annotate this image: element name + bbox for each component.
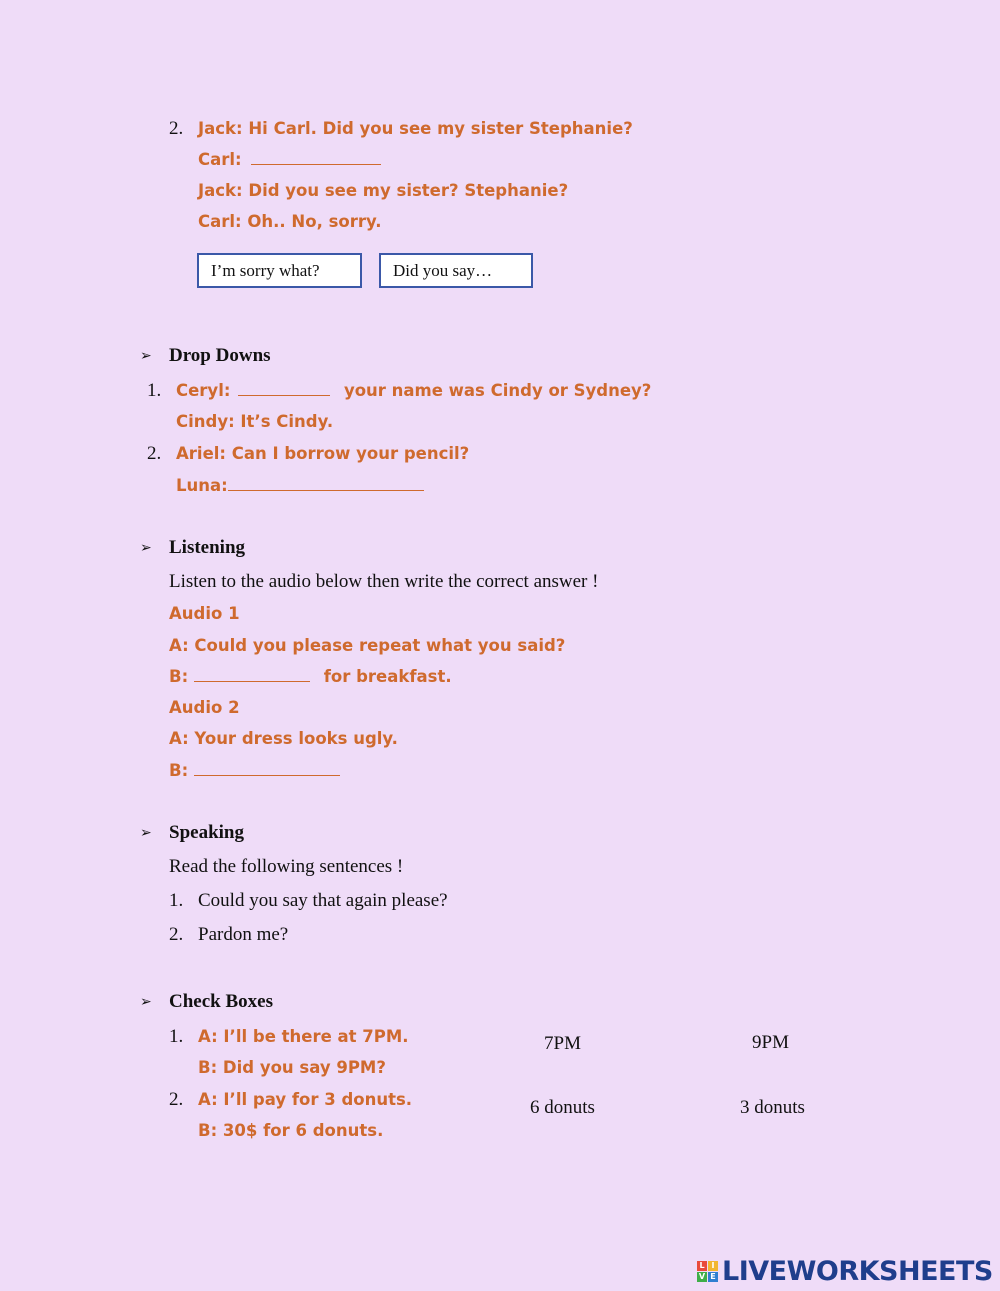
- list-number: 2.: [169, 118, 184, 139]
- checkbox-option-7pm[interactable]: 7PM: [544, 1033, 581, 1054]
- audio-title: Audio 1: [169, 604, 240, 623]
- checkbox-option-6-donuts[interactable]: 6 donuts: [530, 1097, 595, 1118]
- logo-letter: E: [708, 1272, 718, 1282]
- speaking-sentence: Pardon me?: [198, 924, 289, 945]
- liveworksheets-logo: [697, 1256, 993, 1286]
- arrow-bullet-icon: ➢: [140, 994, 152, 1010]
- instruction-text: Listen to the audio below then write the correct answer !: [169, 571, 599, 592]
- speaking-sentence: Could you say that again please?: [198, 890, 448, 911]
- list-number: 2.: [169, 1089, 184, 1110]
- dialogue-line: [176, 476, 424, 495]
- logo-letter: I: [708, 1261, 718, 1271]
- logo-squares-icon: [697, 1261, 718, 1282]
- dialogue-line: A: I’ll be there at 7PM.: [198, 1027, 409, 1046]
- list-number: 1.: [169, 1026, 184, 1047]
- dialogue-line: Ariel: Can I borrow your pencil?: [176, 444, 470, 463]
- dialogue-line: B: 30$ for 6 donuts.: [198, 1121, 384, 1140]
- list-number: 1.: [147, 380, 162, 401]
- audio-title: Audio 2: [169, 698, 240, 717]
- dialogue-line: A: I’ll pay for 3 donuts.: [198, 1090, 413, 1109]
- dialogue-line: [169, 667, 452, 686]
- dialogue-line: Cindy: It’s Cindy.: [176, 412, 334, 431]
- list-number: 2.: [169, 924, 184, 945]
- checkbox-option-3-donuts[interactable]: 3 donuts: [740, 1097, 805, 1118]
- section-heading-speaking: Speaking: [169, 822, 244, 843]
- dropdown-blank[interactable]: [238, 381, 330, 396]
- section-heading-listening: Listening: [169, 537, 246, 558]
- dialogue-speaker: Carl:: [198, 150, 242, 169]
- dialogue-line: [169, 761, 340, 780]
- dialogue-text: for breakfast.: [323, 667, 452, 686]
- arrow-bullet-icon: ➢: [140, 540, 152, 556]
- dialogue-speaker: Ceryl:: [176, 381, 231, 400]
- dialogue-line: A: Could you please repeat what you said?: [169, 636, 566, 655]
- dialogue-line: [198, 150, 381, 169]
- dialogue-text: your name was Cindy or Sydney?: [343, 381, 652, 400]
- dialogue-speaker: Luna:: [176, 476, 228, 495]
- section-heading-drop-downs: Drop Downs: [169, 345, 271, 366]
- answer-blank[interactable]: [194, 761, 340, 776]
- logo-letter: V: [698, 1271, 706, 1281]
- dialogue-line: Jack: Hi Carl. Did you see my sister Stephanie?: [198, 119, 633, 138]
- arrow-bullet-icon: ➢: [140, 348, 152, 364]
- logo-letter: L: [697, 1261, 707, 1271]
- list-number: 2.: [147, 443, 162, 464]
- answer-blank[interactable]: [194, 667, 310, 682]
- dialogue-line: A: Your dress looks ugly.: [169, 729, 398, 748]
- checkbox-option-9pm[interactable]: 9PM: [752, 1032, 789, 1053]
- dialogue-speaker: B:: [169, 667, 189, 686]
- instruction-text: Read the following sentences !: [169, 856, 404, 877]
- arrow-bullet-icon: ➢: [140, 825, 152, 841]
- option-box-im-sorry-what[interactable]: I’m sorry what?: [197, 253, 362, 288]
- section-heading-check-boxes: Check Boxes: [169, 991, 273, 1012]
- dropdown-blank[interactable]: [228, 476, 424, 491]
- dialogue-line: Jack: Did you see my sister? Stephanie?: [198, 181, 569, 200]
- answer-blank[interactable]: [251, 150, 381, 165]
- option-box-did-you-say[interactable]: Did you say…: [379, 253, 533, 288]
- dialogue-speaker: B:: [169, 761, 189, 780]
- dialogue-line: Carl: Oh.. No, sorry.: [198, 212, 382, 231]
- dialogue-line: [176, 381, 651, 400]
- list-number: 1.: [169, 890, 184, 911]
- dialogue-line: B: Did you say 9PM?: [198, 1058, 386, 1077]
- logo-text: LIVEWORKSHEETS: [722, 1255, 993, 1287]
